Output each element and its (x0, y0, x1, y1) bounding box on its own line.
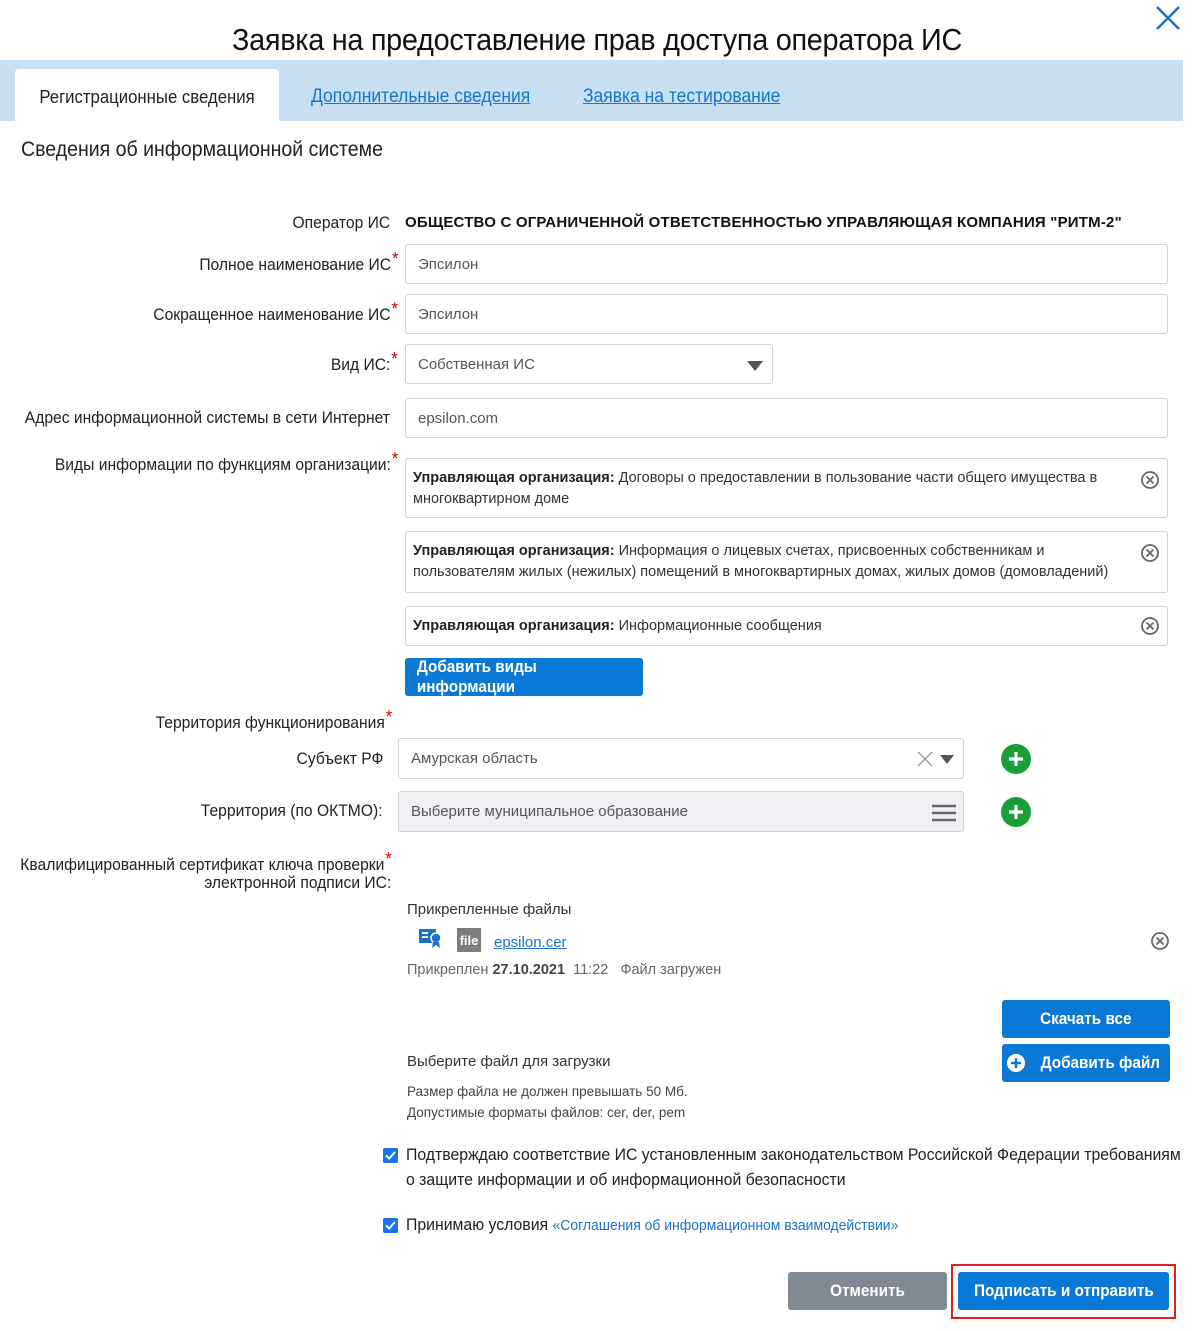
certificate-label: Квалифицированный сертификат ключа проверки* (20, 849, 392, 874)
oktmo-label: Территория (по ОКТМО): (201, 801, 383, 820)
address-label: Адрес информационной системы в сети Интернет (24, 408, 390, 427)
attached-files-title: Прикрепленные файлы (407, 901, 572, 918)
remove-icon[interactable] (1140, 470, 1160, 490)
full-name-input[interactable]: Эпсилон (405, 244, 1168, 284)
formats-note: Допустимые форматы файлов: cer, der, pem (407, 1105, 686, 1120)
file-link[interactable]: epsilon.cer (494, 934, 567, 951)
territory-label: Территория функционирования* (155, 707, 392, 732)
close-icon[interactable] (1152, 2, 1184, 34)
full-name-label: Полное наименование ИС* (198, 249, 398, 274)
terms-link[interactable]: «Соглашения об информационном взаимодействии» (552, 1217, 899, 1234)
info-type-item: Управляющая организация: Информационные сообщения (405, 606, 1168, 646)
clear-icon[interactable] (917, 751, 933, 767)
tab-registration[interactable]: Регистрационные сведения (15, 69, 279, 121)
add-file-button[interactable]: Добавить файл (1002, 1044, 1170, 1082)
short-name-label: Сокращенное наименование ИС* (153, 299, 398, 324)
choose-file-label: Выберите файл для загрузки (407, 1053, 611, 1070)
add-info-types-button[interactable]: Добавить виды информации (405, 658, 643, 696)
info-type-item: Управляющая организация: Информация о лицевых счетах, присвоенных собственникам и пользователям жилых (нежилых) помещений в многоквартирных домах, жилых домов (домовладений) (405, 531, 1168, 593)
file-icon: file (457, 928, 481, 952)
menu-icon[interactable] (931, 803, 957, 823)
address-input[interactable]: epsilon.com (405, 398, 1168, 438)
oktmo-select[interactable]: Выберите муниципальное образование (398, 791, 964, 832)
submit-button[interactable]: Подписать и отправить (958, 1272, 1169, 1310)
tab-testing[interactable]: Заявка на тестирование (583, 86, 781, 107)
download-all-button[interactable]: Скачать все (1002, 1000, 1170, 1038)
cancel-button[interactable]: Отменить (788, 1272, 947, 1310)
certificate-icon (419, 928, 443, 948)
certificate-label-line2: электронной подписи ИС: (203, 873, 391, 892)
section-title: Сведения об информационной системе (21, 138, 383, 161)
attached-info: Прикреплен 27.10.2021 11:22 Файл загружен (407, 962, 722, 978)
subject-select[interactable]: Амурская область (398, 738, 964, 779)
info-types-label: Виды информации по функциям организации:* (54, 449, 398, 474)
info-type-item: Управляющая организация: Договоры о предоставлении в пользование части общего имущества в многоквартирном доме (405, 458, 1168, 518)
chevron-down-icon (747, 361, 763, 371)
add-territory-icon[interactable] (1001, 797, 1031, 827)
terms-checkbox[interactable] (383, 1218, 398, 1233)
size-note: Размер файла не должен превышать 50 Мб. (407, 1084, 688, 1099)
confirm-text: Подтверждаю соответствие ИС установленным законодательством Российской Федерации требованиям о защите информации и об информационной безопасности (406, 1145, 1181, 1189)
operator-value: ОБЩЕСТВО С ОГРАНИЧЕННОЙ ОТВЕТСТВЕННОСТЬЮ УПРАВЛЯЮЩАЯ КОМПАНИЯ "РИТМ-2" (405, 214, 1122, 231)
short-name-input[interactable]: Эпсилон (405, 294, 1168, 334)
confirm-checkbox[interactable] (383, 1148, 398, 1163)
remove-icon[interactable] (1140, 616, 1160, 636)
is-type-label: Вид ИС:* (331, 349, 398, 374)
remove-file-icon[interactable] (1150, 931, 1170, 951)
is-type-select[interactable]: Собственная ИС (405, 344, 773, 384)
chevron-down-icon (940, 755, 954, 764)
subject-label: Субъект РФ (296, 749, 383, 768)
add-subject-icon[interactable] (1001, 744, 1031, 774)
tab-additional[interactable]: Дополнительные сведения (311, 86, 531, 107)
plus-circle-icon (1006, 1053, 1026, 1073)
remove-icon[interactable] (1140, 543, 1160, 563)
terms-text: Принимаю условия «Соглашения об информационном взаимодействии» (406, 1215, 899, 1234)
dialog-title: Заявка на предоставление прав доступа оператора ИС (231, 22, 963, 57)
operator-label: Оператор ИС (292, 213, 390, 232)
